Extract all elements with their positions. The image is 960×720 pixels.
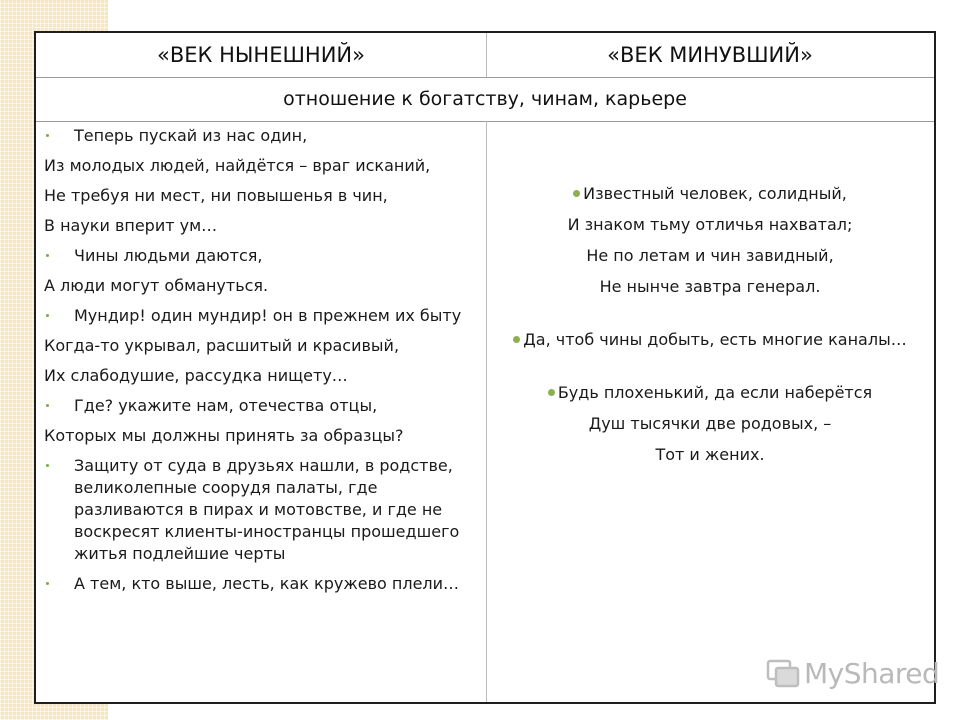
myshared-logo-icon [766,657,800,689]
present-age-quotes [44,125,480,603]
quote-text: Известный человек, солидный, [583,184,847,203]
header-present-age: «ВЕК НЫНЕШНИЙ» [156,43,365,67]
subheader-topic: отношение к богатству, чинам, карьере [283,88,687,110]
quote-line: Их слабодушие, рассудка нищету… [44,366,348,385]
bullet-dot-icon [573,190,580,197]
quote-line [494,329,926,351]
quote-text: Да, чтоб чины добыть, есть многие каналы… [523,330,907,349]
block-spacer [494,360,926,382]
quote-line [494,382,926,404]
quote-text: Не нынче завтра генерал. [599,277,821,296]
bulleted-quote-line: Защиту от суда в друзьях нашли, в родстве, великолепные соорудя палаты, где разливаются в пирах и мотовстве, и где не воскресят клиенты-иностранцы прошедшего житья подлейшие черты [44,455,480,565]
bulleted-quote-line: Чины людьми даются, [44,245,480,267]
quote-text: Будь плохенький, да если наберётся [557,383,873,402]
quote-line: Когда-то укрывал, расшитый и красивый, [44,336,400,355]
quote-text: Тот и жених. [655,445,765,464]
row-divider-subheader [36,121,934,122]
quote-line: Которых мы должны принять за образцы? [44,426,404,445]
watermark-text: MyShared [804,656,940,690]
quote-line: В науки вперит ум… [44,216,218,235]
bulleted-quote-line: Мундир! один мундир! он в прежнем их быту [44,305,480,327]
quote-line [494,245,926,267]
quote-line [494,183,926,205]
quote-text: Душ тысячки две родовых, – [588,414,832,433]
quote-text: И знаком тьму отличья нахватал; [567,215,853,234]
bulleted-quote-line: Где? укажите нам, отечества отцы, [44,395,480,417]
bulleted-quote-line: А тем, кто выше, лесть, как кружево плели… [44,573,480,595]
quote-line: Из молодых людей, найдётся – враг исканий, [44,156,431,175]
quote-line [494,444,926,466]
past-age-quotes [494,183,926,475]
block-spacer [494,307,926,329]
quote-line [494,276,926,298]
quote-line [494,214,926,236]
myshared-watermark [766,655,939,691]
bullet-dot-icon [513,336,520,343]
quote-line: А люди могут обмануться. [44,276,269,295]
quote-line [494,413,926,435]
quote-text: Не по летам и чин завидный, [586,246,834,265]
header-past-age: «ВЕК МИНУВШИЙ» [607,43,813,67]
column-divider-top [486,33,487,77]
comparison-table [34,31,936,704]
bullet-dot-icon [548,389,555,396]
bulleted-quote-line: Теперь пускай из нас один, [44,125,480,147]
column-divider-body [486,121,487,702]
quote-line: Не требуя ни мест, ни повышенья в чин, [44,186,388,205]
